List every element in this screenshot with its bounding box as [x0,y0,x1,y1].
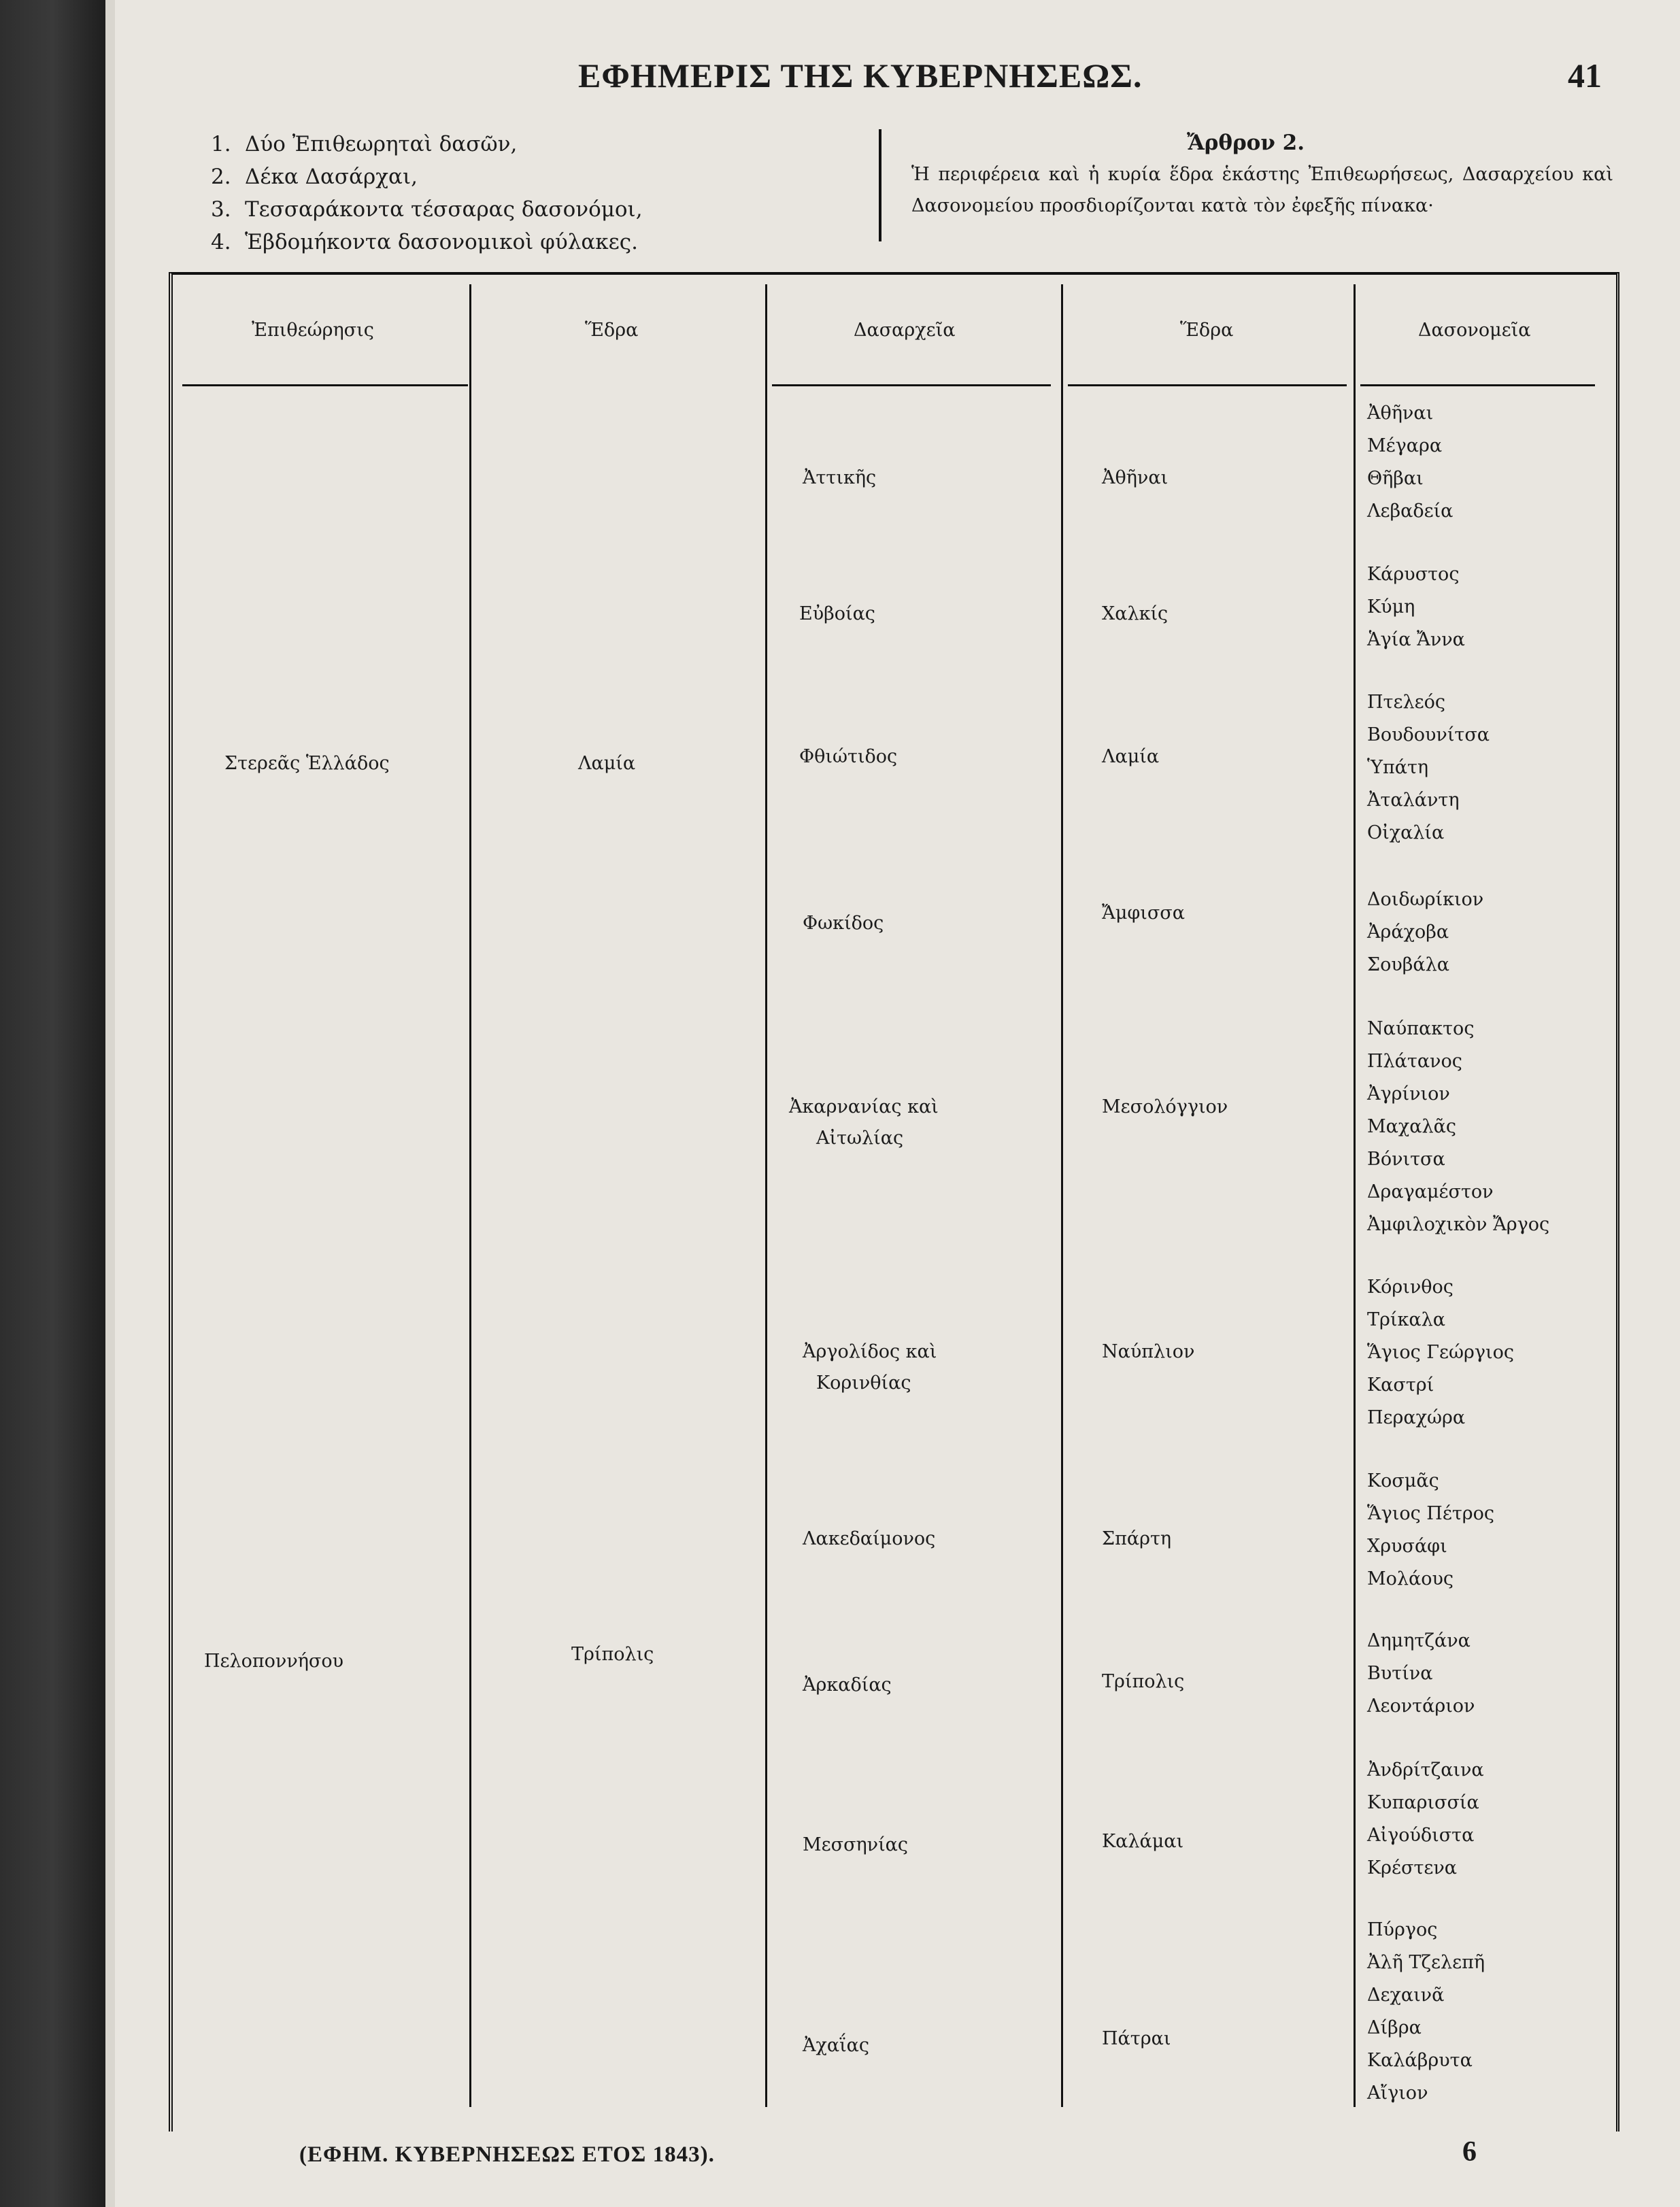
forest-office-item: Ἀθῆναι [1367,403,1434,424]
forest-office-item: Πλάτανος [1367,1051,1462,1072]
forestry-name: Ἀρκαδίας [803,1674,892,1696]
forest-office-item: Μέγαρα [1367,435,1443,456]
forest-office-item: Ἀταλάντη [1367,790,1460,811]
source-caption: (ΕΦΗΜ. ΚΥΒΕΡΝΗΣΕΩΣ ΕΤΟΣ 1843). [299,2142,715,2167]
forest-office-item: Ἅγιος Πέτρος [1367,1503,1495,1524]
forestry-seat: Μεσολόγγιον [1102,1096,1228,1117]
forest-office-item: Χρυσάφι [1367,1536,1447,1557]
forest-office-item: Δημητζάνα [1367,1630,1471,1651]
forest-office-item: Βόνιτσα [1367,1149,1445,1170]
list-item: 3. Τεσσαράκοντα τέσσαρας δασονόμοι, [211,197,643,222]
list-item: 2. Δέκα Δασάρχαι, [211,165,418,189]
forestry-name: Φωκίδος [803,913,884,934]
forestry-name: Μεσσηνίας [803,1834,909,1855]
table-column-separator [469,284,471,2107]
forest-office-item: Λεοντάριον [1367,1696,1475,1717]
forest-office-item: Μολάους [1367,1568,1454,1589]
forestry-name: Φθιώτιδος [799,746,898,767]
header-rule [182,384,468,386]
column-header-seat: Ἕδρα [1180,320,1234,341]
forest-office-item: Θῆβαι [1367,468,1424,489]
forest-office-item: Πύργος [1367,1919,1438,1940]
forest-office-item: Κρέστενα [1367,1857,1458,1879]
forest-office-item: Περαχώρα [1367,1407,1466,1428]
forest-office-item: Ἀγρίνιον [1367,1083,1450,1105]
forest-office-item: Κάρυστος [1367,564,1460,585]
header-rule [772,384,1051,386]
forest-office-item: Δεχαινᾶ [1367,1985,1445,2006]
forestry-name: Λακεδαίμονος [803,1528,936,1549]
column-header-forest-office: Δασονομεῖα [1418,320,1531,341]
forest-office-item: Καλάβρυτα [1367,2050,1473,2071]
forestry-seat: Πάτραι [1102,2028,1171,2049]
forestry-name: Κορινθίας [816,1372,911,1394]
article-paragraph: Ἡ περιφέρεια καὶ ἡ κυρία ἕδρα ἑκάστης Ἐπιθεωρήσεως, Δασαρχείου καὶ Δασονομείου προσδιορίζονται κατὰ τὸν ἐφεξῆς πίνακα· [911,164,1613,216]
list-item: 4. Ἑβδομήκοντα δασονομικοὶ φύλακες. [211,230,638,254]
forestry-seat: Σπάρτη [1102,1528,1172,1549]
table-column-separator [1354,284,1356,2107]
forestry-name: Εὐβοίας [799,603,875,624]
forest-office-item: Ναύπακτος [1367,1018,1475,1039]
forest-office-item: Αἴγιον [1367,2083,1428,2104]
spine-edge [105,0,115,2207]
forest-office-item: Σουβάλα [1367,954,1449,975]
forest-office-item: Ἅγιος Γεώργιος [1367,1342,1514,1363]
forest-office-item: Ἀράχοβα [1367,922,1449,943]
forest-office-item: Ἁγία Ἄννα [1367,629,1465,650]
forest-office-item: Κυπαρισσία [1367,1792,1479,1813]
header-rule [1068,384,1347,386]
column-header-inspection: Ἐπιθεώρησις [252,320,374,341]
inspection-name: Πελοποννήσου [204,1651,344,1672]
inspection-seat: Λαμία [578,753,636,774]
page-title: ΕΦΗΜΕΡΙΣ ΤΗΣ ΚΥΒΕΡΝΗΣΕΩΣ. [578,56,1143,95]
forest-office-item: Ὑπάτη [1367,757,1429,778]
forestry-name: Ἀχαΐας [803,2035,870,2056]
forestry-name: Ἀργολίδος καὶ [803,1341,937,1362]
forestry-seat: Ἀθῆναι [1102,467,1169,488]
forest-office-item: Δραγαμέστον [1367,1181,1494,1202]
forest-office-item: Ἀνδρίτζαινα [1367,1759,1484,1781]
forestry-seat: Ἄμφισσα [1102,903,1185,924]
forest-office-item: Βουδουνίτσα [1367,724,1490,745]
forest-office-item: Αἰγούδιστα [1367,1825,1475,1846]
column-header-seat: Ἕδρα [585,320,639,341]
table-column-separator [765,284,767,2107]
header-rule [1360,384,1595,386]
forest-office-item: Δοιδωρίκιον [1367,889,1484,910]
forest-office-item: Ἀλῆ Τζελεπῆ [1367,1952,1485,1973]
article-heading: Ἄρθρον 2. [1187,131,1305,155]
sheet-number: 6 [1462,2136,1477,2168]
forestry-name: Ἀττικῆς [803,467,877,488]
page-number: 41 [1568,56,1602,95]
table-column-separator [1061,284,1063,2107]
inspection-name: Στερεᾶς Ἑλλάδος [224,753,390,774]
forestry-name: Ἀκαρνανίας καὶ [789,1096,939,1117]
forestry-seat: Λαμία [1102,746,1160,767]
forest-office-item: Μαχαλᾶς [1367,1116,1456,1137]
list-item: 1. Δύο Ἐπιθεωρηταὶ δασῶν, [211,132,518,156]
forestry-name: Αἰτωλίας [816,1128,904,1149]
forest-office-item: Ἀμφιλοχικὸν Ἄργος [1367,1214,1550,1235]
forest-office-item: Οἰχαλία [1367,822,1445,843]
forestry-seat: Τρίπολις [1102,1671,1185,1692]
personnel-list [211,128,643,258]
forest-office-item: Κόρινθος [1367,1277,1454,1298]
forest-office-item: Καστρί [1367,1375,1434,1396]
forestry-seat: Χαλκίς [1102,603,1169,624]
forest-office-item: Τρίκαλα [1367,1309,1445,1330]
forestry-seat: Ναύπλιον [1102,1341,1195,1362]
forest-office-item: Δίβρα [1367,2017,1422,2038]
book-spine [0,0,105,2207]
forest-office-item: Πτελεός [1367,692,1445,713]
forest-office-item: Κοσμᾶς [1367,1470,1439,1492]
column-divider [879,129,881,241]
inspection-seat: Τρίπολις [571,1644,654,1665]
forest-office-item: Κύμη [1367,596,1415,618]
forest-office-item: Βυτίνα [1367,1663,1433,1684]
forest-office-item: Λεβαδεία [1367,501,1454,522]
forestry-seat: Καλάμαι [1102,1831,1184,1852]
column-header-forestry: Δασαρχεῖα [854,320,956,341]
